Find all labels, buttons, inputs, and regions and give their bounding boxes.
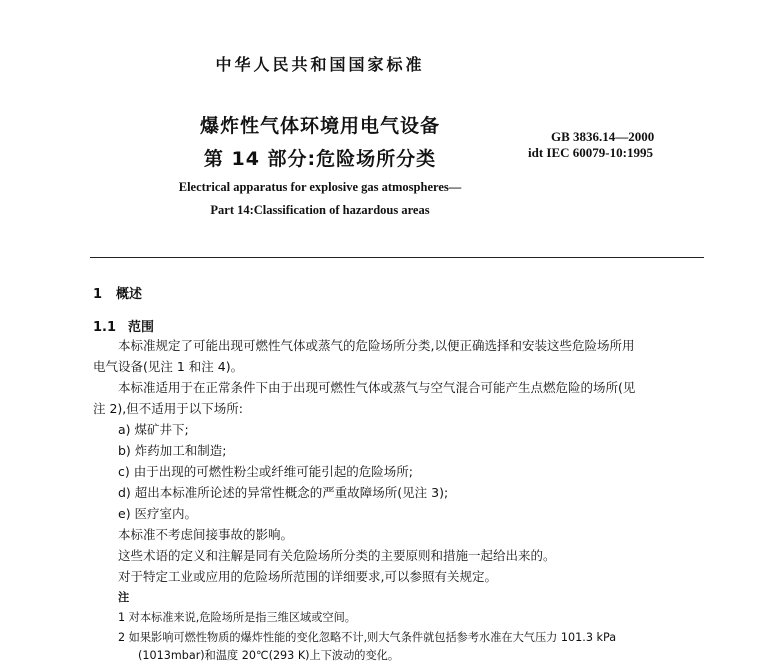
- paragraph-1-line-1: 本标准规定了可能出现可燃性气体或蒸气的危险场所分类,以便正确选择和安装这些危险场所用: [118, 338, 635, 353]
- section-heading: [93, 283, 142, 302]
- subsection-title: 范围: [128, 320, 155, 335]
- english-title-line-1: Electrical apparatus for explosive gas atmospheres—: [178, 180, 462, 194]
- title-divider: [90, 257, 704, 258]
- statement: 这些术语的定义和注解是同有关危险场所分类的主要原则和措施一起给出来的。: [118, 548, 556, 563]
- subsection-heading: [93, 316, 154, 335]
- list-item: b) 炸药加工和制造;: [118, 443, 227, 458]
- note-1: 1 对本标准来说,危险场所是指三维区域或空间。: [118, 611, 356, 624]
- subsection-number: 1.1: [93, 320, 117, 335]
- section-number: 1: [93, 287, 103, 302]
- iec-equivalent-number: idt IEC 60079-10:1995: [528, 145, 653, 160]
- notes-label: 注: [118, 591, 130, 604]
- paragraph-2-line-1: 本标准适用于在正常条件下由于出现可燃性气体或蒸气与空气混合可能产生点燃危险的场所(见: [118, 380, 636, 395]
- title-line-1: 爆炸性气体环境用电气设备: [199, 115, 440, 137]
- standard-type-header: 中华人民共和国国家标准: [215, 55, 425, 74]
- statement: 对于特定工业或应用的危险场所范围的详细要求,可以参照有关规定。: [118, 569, 497, 584]
- note-2-line-2: (1013mbar)和温度 20℃(293 K)上下波动的变化。: [138, 649, 400, 662]
- statement: 本标准不考虑间接事故的影响。: [118, 527, 294, 542]
- section-title: 概述: [116, 287, 143, 302]
- gb-standard-number: GB 3836.14—2000: [551, 129, 655, 144]
- english-title-line-2: Part 14:Classification of hazardous areas: [210, 203, 430, 217]
- title-line-2: 第 14 部分:危险场所分类: [203, 148, 437, 170]
- note-2-line-1: 2 如果影响可燃性物质的爆炸性能的变化忽略不计,则大气条件就包括参考水准在大气压力 101.3 kPa: [118, 631, 617, 644]
- list-item: d) 超出本标准所论述的异常性概念的严重故障场所(见注 3);: [118, 485, 449, 500]
- list-item: a) 煤矿井下;: [118, 422, 189, 437]
- paragraph-1-line-2: 电气设备(见注 1 和注 4)。: [93, 359, 244, 374]
- paragraph-2-line-2: 注 2),但不适用于以下场所:: [93, 401, 243, 416]
- list-item: e) 医疗室内。: [118, 506, 198, 521]
- list-item: c) 由于出现的可燃性粉尘或纤维可能引起的危险场所;: [118, 464, 413, 479]
